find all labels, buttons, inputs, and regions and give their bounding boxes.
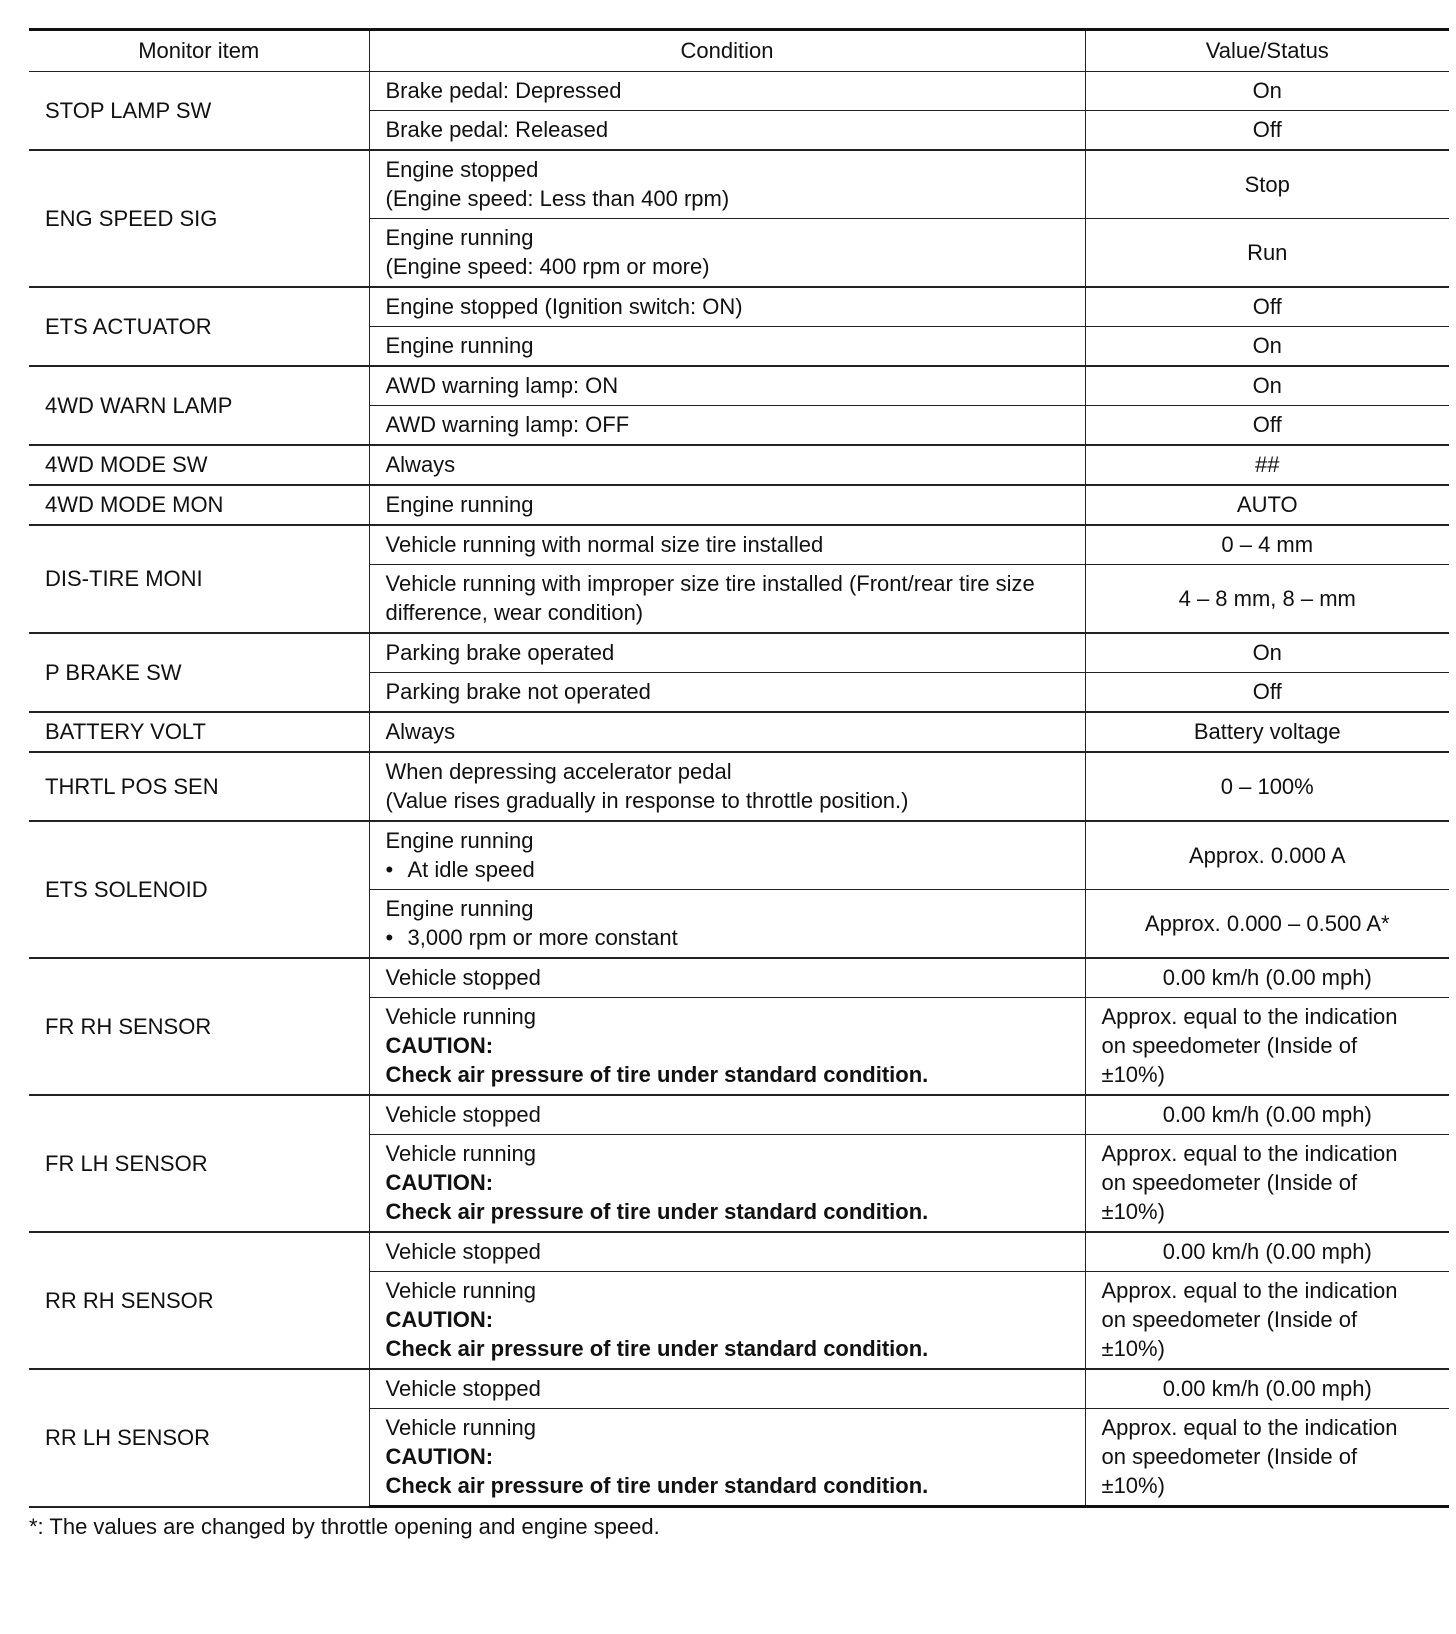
header-value-status: Value/Status <box>1085 30 1449 72</box>
monitor-item-cell: ETS ACTUATOR <box>29 287 369 366</box>
condition-line: Vehicle stopped <box>385 1376 541 1401</box>
condition-line: Always <box>385 452 456 477</box>
footnote: *: The values are changed by throttle opening and engine speed. <box>29 1514 660 1539</box>
value-status-cell <box>1085 72 1449 111</box>
condition-line: Vehicle running <box>385 1278 536 1303</box>
value-line: AUTO <box>1236 492 1298 517</box>
value-status-cell <box>1085 712 1449 752</box>
value-status-cell <box>1085 1135 1449 1233</box>
value-line: On <box>1252 373 1282 398</box>
condition-line: Brake pedal: Depressed <box>385 78 622 103</box>
value-status-cell <box>1085 890 1449 959</box>
value-status-cell <box>1085 1369 1449 1409</box>
condition-bullet <box>386 923 1069 952</box>
caution-label: CAUTION: <box>385 1033 494 1058</box>
table-row <box>29 712 1449 752</box>
condition-line: When depressing accelerator pedal <box>385 759 732 784</box>
value-status-cell <box>1085 485 1449 525</box>
value-line: Approx. 0.000 – 0.500 A* <box>1144 910 1390 936</box>
condition-line: Vehicle running <box>385 1415 536 1440</box>
condition-cell <box>369 287 1085 327</box>
value-line: Run <box>1247 239 1288 265</box>
caution-label: CAUTION: <box>385 1444 494 1469</box>
condition-cell <box>369 752 1085 821</box>
header-condition: Condition <box>369 30 1085 72</box>
condition-line: Engine stopped <box>385 157 539 182</box>
value-line: Approx. equal to the indication <box>1101 1004 1398 1029</box>
value-line: 4 – 8 mm, 8 – mm <box>1178 585 1356 611</box>
bullet-text: 3,000 rpm or more constant <box>407 925 678 950</box>
table-row <box>29 366 1449 406</box>
monitor-item-cell: P BRAKE SW <box>29 633 369 712</box>
condition-cell <box>369 565 1085 634</box>
condition-cell <box>369 1272 1085 1370</box>
condition-cell <box>369 327 1085 367</box>
table-body <box>29 72 1449 1507</box>
value-line: Approx. equal to the indication <box>1101 1415 1398 1440</box>
table-row <box>29 525 1449 565</box>
condition-line: Engine running <box>385 896 534 921</box>
value-line: 0 – 100% <box>1220 773 1314 799</box>
condition-line: Engine running <box>385 225 534 250</box>
table-row <box>29 1369 1449 1409</box>
monitor-table <box>29 28 1449 1508</box>
monitor-item-cell: RR LH SENSOR <box>29 1369 369 1507</box>
header-row <box>29 30 1449 72</box>
value-line: ## <box>1255 452 1280 477</box>
condition-cell <box>369 406 1085 446</box>
condition-cell <box>369 150 1085 219</box>
monitor-item-cell: ETS SOLENOID <box>29 821 369 958</box>
condition-cell <box>369 998 1085 1096</box>
caution-label: CAUTION: <box>385 1170 494 1195</box>
value-status-cell <box>1085 525 1449 565</box>
table-row <box>29 821 1449 890</box>
condition-cell <box>369 633 1085 673</box>
table-row <box>29 633 1449 673</box>
table-row <box>29 1095 1449 1135</box>
condition-cell <box>369 712 1085 752</box>
monitor-item-cell: 4WD MODE SW <box>29 445 369 485</box>
condition-bullet <box>386 855 1069 884</box>
value-line: On <box>1252 640 1282 665</box>
value-status-cell <box>1085 1095 1449 1135</box>
monitor-item-cell: THRTL POS SEN <box>29 752 369 821</box>
table-row <box>29 150 1449 219</box>
condition-line: Parking brake operated <box>385 640 615 665</box>
bullet-icon: • <box>385 857 394 882</box>
value-status-cell <box>1085 111 1449 151</box>
monitor-item-cell: RR RH SENSOR <box>29 1232 369 1369</box>
value-line: on speedometer (Inside of <box>1101 1444 1358 1469</box>
value-status-cell <box>1085 1232 1449 1272</box>
caution-text: Check air pressure of tire under standard condition. <box>385 1473 929 1498</box>
monitor-item-cell: BATTERY VOLT <box>29 712 369 752</box>
condition-line: Vehicle stopped <box>385 1239 541 1264</box>
condition-cell <box>369 821 1085 890</box>
monitor-item-cell: 4WD WARN LAMP <box>29 366 369 445</box>
condition-line: Engine running <box>385 828 534 853</box>
condition-line: Vehicle running <box>385 1004 536 1029</box>
condition-line: AWD warning lamp: OFF <box>385 412 630 437</box>
value-line: Approx. equal to the indication <box>1101 1278 1398 1303</box>
table-row <box>29 287 1449 327</box>
table-row <box>29 485 1449 525</box>
condition-line: AWD warning lamp: ON <box>385 373 619 398</box>
value-line: On <box>1252 333 1282 358</box>
value-line: on speedometer (Inside of <box>1101 1307 1358 1332</box>
condition-cell <box>369 525 1085 565</box>
caution-label: CAUTION: <box>385 1307 494 1332</box>
value-status-cell <box>1085 287 1449 327</box>
value-line: Stop <box>1244 171 1290 197</box>
condition-cell <box>369 890 1085 959</box>
header-monitor-item: Monitor item <box>29 30 369 72</box>
condition-line: Vehicle running <box>385 1141 536 1166</box>
condition-line: (Engine speed: Less than 400 rpm) <box>385 186 730 211</box>
condition-line: Engine running <box>385 492 534 517</box>
monitor-item-cell: ENG SPEED SIG <box>29 150 369 287</box>
value-status-cell <box>1085 958 1449 998</box>
value-line: ±10%) <box>1101 1199 1165 1224</box>
condition-cell <box>369 485 1085 525</box>
condition-cell <box>369 958 1085 998</box>
value-status-cell <box>1085 633 1449 673</box>
value-status-cell <box>1085 327 1449 367</box>
bullet-icon: • <box>385 925 394 950</box>
value-line: ±10%) <box>1101 1473 1165 1498</box>
condition-cell <box>369 1135 1085 1233</box>
value-status-cell <box>1085 366 1449 406</box>
value-line: 0.00 km/h (0.00 mph) <box>1162 1376 1372 1401</box>
condition-line: (Engine speed: 400 rpm or more) <box>385 254 710 279</box>
monitor-item-cell: DIS-TIRE MONI <box>29 525 369 633</box>
table-row <box>29 958 1449 998</box>
condition-line: Engine stopped (Ignition switch: ON) <box>385 294 743 319</box>
value-line: ±10%) <box>1101 1336 1165 1361</box>
condition-line: Vehicle running with normal size tire installed <box>385 532 824 557</box>
condition-cell <box>369 673 1085 713</box>
value-line: Off <box>1252 412 1282 437</box>
value-line: Approx. 0.000 A <box>1188 842 1346 868</box>
monitor-item-cell: FR RH SENSOR <box>29 958 369 1095</box>
value-line: 0.00 km/h (0.00 mph) <box>1162 1102 1372 1127</box>
table-row <box>29 752 1449 821</box>
condition-cell <box>369 1095 1085 1135</box>
value-status-cell <box>1085 821 1449 890</box>
condition-line: (Value rises gradually in response to throttle position.) <box>385 788 909 813</box>
condition-cell <box>369 111 1085 151</box>
value-line: ±10%) <box>1101 1062 1165 1087</box>
condition-cell <box>369 1232 1085 1272</box>
value-status-cell <box>1085 406 1449 446</box>
condition-cell <box>369 219 1085 288</box>
table-row <box>29 445 1449 485</box>
value-line: Off <box>1252 679 1282 704</box>
caution-text: Check air pressure of tire under standard condition. <box>385 1199 929 1224</box>
table-header <box>29 30 1449 72</box>
value-status-cell <box>1085 1409 1449 1507</box>
condition-line: Engine running <box>385 333 534 358</box>
condition-line: Vehicle running with improper size tire installed (Front/rear tire size difference, wear condition) <box>385 571 1035 625</box>
condition-cell <box>369 445 1085 485</box>
value-line: on speedometer (Inside of <box>1101 1033 1358 1058</box>
value-line: 0 – 4 mm <box>1221 532 1314 557</box>
condition-line: Parking brake not operated <box>385 679 651 704</box>
monitor-item-cell: 4WD MODE MON <box>29 485 369 525</box>
table-row <box>29 1232 1449 1272</box>
condition-cell <box>369 366 1085 406</box>
value-status-cell <box>1085 752 1449 821</box>
value-line: Off <box>1252 117 1282 142</box>
condition-line: Vehicle stopped <box>385 1102 541 1127</box>
value-line: 0.00 km/h (0.00 mph) <box>1162 965 1372 990</box>
value-line: Battery voltage <box>1193 719 1341 744</box>
caution-text: Check air pressure of tire under standard condition. <box>385 1062 929 1087</box>
value-status-cell <box>1085 998 1449 1096</box>
value-status-cell <box>1085 1272 1449 1370</box>
condition-cell <box>369 1369 1085 1409</box>
condition-line: Brake pedal: Released <box>385 117 609 142</box>
value-line: 0.00 km/h (0.00 mph) <box>1162 1239 1372 1264</box>
document <box>29 28 1449 1541</box>
bullet-text: At idle speed <box>407 857 535 882</box>
value-status-cell <box>1085 565 1449 634</box>
condition-line: Always <box>385 719 456 744</box>
condition-cell <box>369 72 1085 111</box>
value-line: Off <box>1252 294 1282 319</box>
value-line: On <box>1252 78 1282 103</box>
value-status-cell <box>1085 673 1449 713</box>
table-row <box>29 72 1449 111</box>
value-status-cell <box>1085 445 1449 485</box>
value-status-cell <box>1085 150 1449 219</box>
condition-cell <box>369 1409 1085 1507</box>
caution-text: Check air pressure of tire under standard condition. <box>385 1336 929 1361</box>
condition-line: Vehicle stopped <box>385 965 541 990</box>
value-line: on speedometer (Inside of <box>1101 1170 1358 1195</box>
monitor-item-cell: FR LH SENSOR <box>29 1095 369 1232</box>
monitor-item-cell: STOP LAMP SW <box>29 72 369 151</box>
value-status-cell <box>1085 219 1449 288</box>
value-line: Approx. equal to the indication <box>1101 1141 1398 1166</box>
